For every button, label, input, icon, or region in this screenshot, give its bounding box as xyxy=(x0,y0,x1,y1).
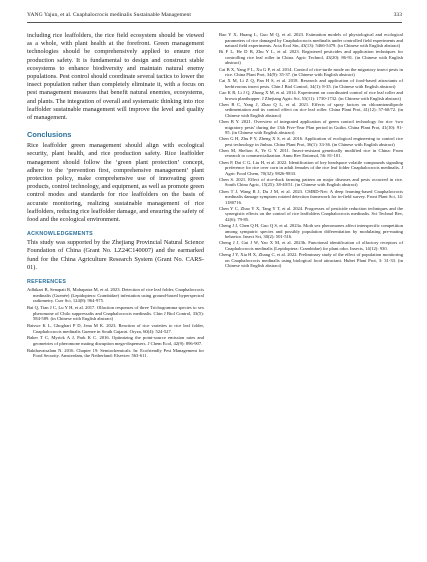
reference-item: Chen Y C, Zhao Y X, Tang Y T, et al. 2024. Progresses of pesticide reduction techniques and the synergistic effects on the control of rice leaffolders Cnaphalocrocis medinalis. Sci Technol Rev, 42(6): 79-85. xyxy=(219,205,403,222)
reference-item: Chen M, Shelton A, Ye G Y. 2011. Insect-resistant genetically modified rice in China: From research to commercialization. Annu Rev Entomol, 56: 81-101. xyxy=(219,147,403,159)
reference-item: Chen T J, Wang R J, Du J M, et al. 2023. CMRD-Net: A deep learning-based Cnaphalocrocis medinalis damage symptom rotated detection framework for in-field survey. Front Plant Sci, 14: 1180716. xyxy=(219,188,403,205)
reference-item: Chen P, Dai C G, Liu H, et al. 2022. Identification of key headspace volatile compounds signaling preference for rice over corn in adult females of the rice leaf folder Cnaphalocrocis medinalis. J Agric Food Chem, 70(32): 9826-9833. xyxy=(219,159,403,176)
reference-list-right xyxy=(219,32,403,269)
reference-item: Baker T C, Myrick A J, Park K C. 2016. Optimizing the point-source emission rates and geometries of pheromone mating disruption mega-dispensers. J Chem Ecol, 42(9): 896-907. xyxy=(27,335,204,346)
reference-item: Chen B Y. 2021. Overview of integrated application of green control technology for rice ‘two migratory pests’ during the 13th Five-Year Plan period in Guilin. China Plant Prot, 41(10): 91-95. (in Chinese with English abstract) xyxy=(219,118,403,136)
reference-item: Cheng J J, Chen Q H, Guo Q S, et al. 2023a. Moth sex pheromones affect interspecific competition among sympatric species and possibly population differentiation by modulating pre-mating behavior. Insect Sci, 30(2): 501-516. xyxy=(219,223,403,240)
reference-list-left xyxy=(27,287,204,359)
reference-item: Bakthavatsalam N. 2016. Chapter 19: Semiochemicals. In: Ecofriendly Pest Management for Food Security. Amsterdam, the Netherland: Elsevier: 563-611. xyxy=(27,347,204,359)
reference-item: Chen G H, Zhu P Y, Zheng X S, et al. 2016. Application of ecological engineering to control rice pest technology in Jinhua. China Plant Prot, 36(1): 33-36. (in Chinese with English abstract) xyxy=(219,136,403,147)
left-column xyxy=(27,32,204,359)
references-heading: REFERENCES xyxy=(27,279,67,286)
reference-item: Bi F L, He D B, Zhu Y L, et al. 2023. Registered pesticides and application techniques for controlling rice leaf roller in China. Agric Technol, 43(20): 86-91. (in Chinese with English abstract) xyxy=(219,49,403,66)
reference-item: Cao K R, Li J Q, Zhong X M, et al. 2014. Experiment on coordinated control of rice leaf roller and brown planthopper. J Zhejiang Agric Sci, 55(11): 1730-1732. (in Chinese with English abstract) xyxy=(219,89,403,101)
reference-item: Cheng J J, Gui J W, Yao X M, et al. 2023b. Functional identification of olfactory receptors of Cnaphalocrocis medinalis (Lepidoptera: Crambidae) for plant odor. Insects, 14(12): 930. xyxy=(219,240,403,251)
reference-item: Baiswe K L, Ghoghari P D, Jena M K. 2023. Reaction of rice varieties to rice leaf folder, Cnaphalocrocis medinalis Guenee in South Gujarat. Oryza, 60(4): 524-527. xyxy=(27,323,204,334)
reference-item: Chen S. 2021. Effect of rice-duck farming pattern on major diseases and pests occurred in rice. South China Agric, 15(25): 38-40/51. (in Chinese with English abstract) xyxy=(219,176,403,188)
acknowledgements-heading: ACKNOWLEDGEMENTS xyxy=(27,231,94,238)
conclusions-paragraph: Rice leaffolder green management should align with ecological security, plant health, and rice production safety. Rice leaffolder management should follow the ‘green plant protection’ concept, adhere to the ‘prevention first, comprehensive management’ plant protection policy, make comprehensive use of innovating green products, control technology, and equipment, as well as promote green control modes and standards for rice leaffolders on the basis of accurate monitoring, realizing sustainable management of rice leaffolders, reducing rice leaffolder damage, and ensuring the safety of food and the ecological environment. xyxy=(27,142,204,224)
reference-item: Chen B C, Yang J, Zhao Q L, et al. 2021. Effects of spray factors on chlorantraniliprole sedimentation and its control effect on rice leaf roller. China Plant Prot, 41(12): 57-60/72. (in Chinese with English abstract) xyxy=(219,101,403,118)
reference-item: Cheng J Y, Xia H X, Zhang C, et al. 2022. Preliminary study of the effect of population monitoring on Cnaphalocrocis medinalis using biological food attractant. Hubei Plant Prot, 3: 31-33. (in Chinese with English abstract) xyxy=(219,252,403,269)
page-number: 333 xyxy=(393,12,402,18)
intro-paragraph: including rice leaffolders, the rice field ecosystem should be viewed as a whole, with plant health at the forefront. Green management technologies should be comprehensively applied to ensure rice production safety. It is fundamental to design and construct stable ecosystems to enhance biodiversity and maintain natural enemy populations. Pest control should coordinate several tactics to lower the insect population rather than completely eliminate it, with a focus on pest management measures that benefit natural enemies, ecosystems, and plants. The integration of overall and systematic thinking into rice leaffolder sustainable management will improve the level and quality of management. xyxy=(27,32,204,122)
conclusions-heading: Conclusions xyxy=(27,130,72,140)
reference-item: Cai X M, Li Z Q, Pan H S, et al. 2018. Research and application of food-based attractants of herbivorous insect pests. Chin J Biol Control, 34(1): 8-35. (in Chinese with English abstract) xyxy=(219,78,403,89)
reference-item: Bai Q, Tian J C, Lu Y H, et al. 2017. Olfaction responses of three Trichogramma species to sex pheromone of Chilo suppressalis and Cnaphalocrocis medinalis. Chin J Biol Control, 33(5): 584-589. (in Chinese with English abstract) xyxy=(27,305,204,322)
reference-item: Bao Y X, Huang L, Guo M Q, et al. 2023. Estimation models of physiological and ecological parameters of rice damaged by Cnaphalocrocis medinalis under controlled field experiments and natural field experiments. Acta Ecol Sin, 43(13): 5466-5479. (in Chinese with English abstract) xyxy=(219,32,403,49)
reference-item: Adhikari B, Senapati R, Mohapatra M, et al. 2023. Detection of rice leaf folder, Cnaphalocrocis medinalis (Guenée) (Lepidoptera: Crambidae) infestation using ground-based hyperspectral radiometry. Curr Sci, 124(8): 964-975. xyxy=(27,287,204,304)
right-column xyxy=(219,32,403,269)
header-rule xyxy=(27,22,402,23)
acknowledgements-paragraph: This study was supported by the Zhejiang Provincial Natural Science Foundation of China (Grant No. LZ24C140007) and the earmarked fund for the China Agriculture Research System (Grant No. CARS-01). xyxy=(27,239,204,271)
reference-item: Cai B X, Yang F L, Xu G P, et al. 2014. Control of rice-turtle mode on the migratory insect pests in rice. China Plant Prot, 34(9): 35-37. (in Chinese with English abstract) xyxy=(219,66,403,78)
page-header xyxy=(27,12,402,24)
running-head: YANG Yajun, et al. Cnaphalocrocis medinalis Sustainable Management xyxy=(27,12,191,18)
